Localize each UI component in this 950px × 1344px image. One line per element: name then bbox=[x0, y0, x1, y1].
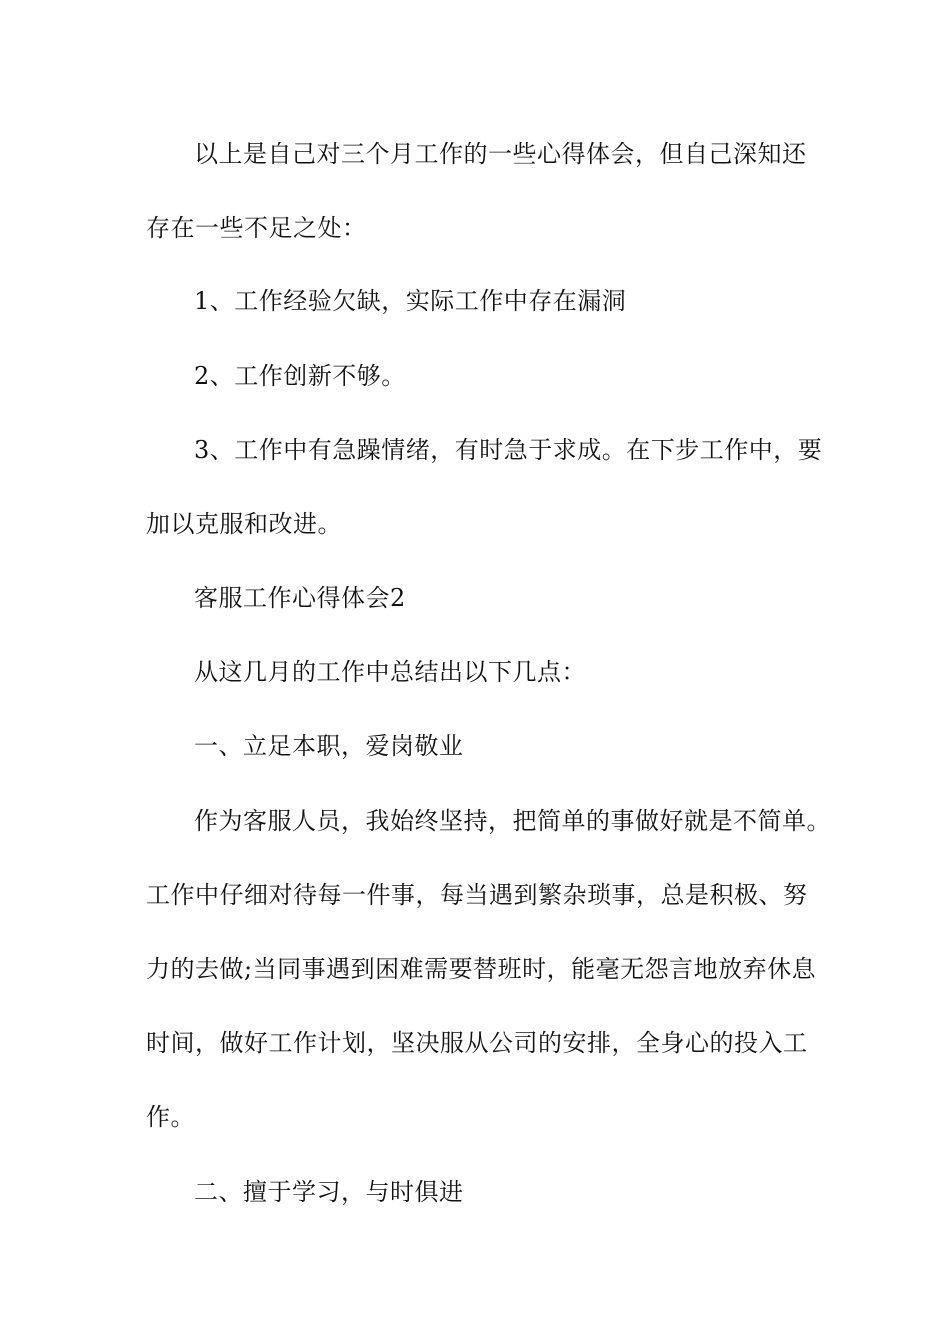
list-item-3: 3、工作中有急躁情绪，有时急于求成。在下步工作中，要 bbox=[194, 436, 823, 464]
paragraph-line: 时间，做好工作计划，坚决服从公司的安排，全身心的投入工 bbox=[146, 1029, 808, 1057]
section-heading-2: 二、擅于学习，与时俱进 bbox=[194, 1178, 464, 1206]
paragraph-line: 作。 bbox=[146, 1103, 195, 1131]
section-title: 客服工作心得体会2 bbox=[194, 584, 406, 612]
paragraph-line: 从这几月的工作中总结出以下几点： bbox=[194, 658, 586, 686]
paragraph-line: 以上是自己对三个月工作的一些心得体会，但自己深知还 bbox=[194, 140, 807, 168]
paragraph-line: 工作中仔细对待每一件事，每当遇到繁杂琐事，总是积极、努 bbox=[146, 881, 808, 909]
paragraph-line: 加以克服和改进。 bbox=[146, 510, 342, 538]
paragraph-line: 作为客服人员，我始终坚持，把简单的事做好就是不简单。 bbox=[194, 807, 831, 835]
section-heading-1: 一、立足本职，爱岗敬业 bbox=[194, 732, 464, 760]
paragraph-line: 力的去做;当同事遇到困难需要替班时，能毫无怨言地放弃休息 bbox=[146, 955, 817, 983]
list-item-1: 1、工作经验欠缺，实际工作中存在漏洞 bbox=[194, 287, 627, 315]
list-item-2: 2、工作创新不够。 bbox=[194, 362, 406, 390]
paragraph-line: 存在一些不足之处： bbox=[146, 214, 367, 242]
